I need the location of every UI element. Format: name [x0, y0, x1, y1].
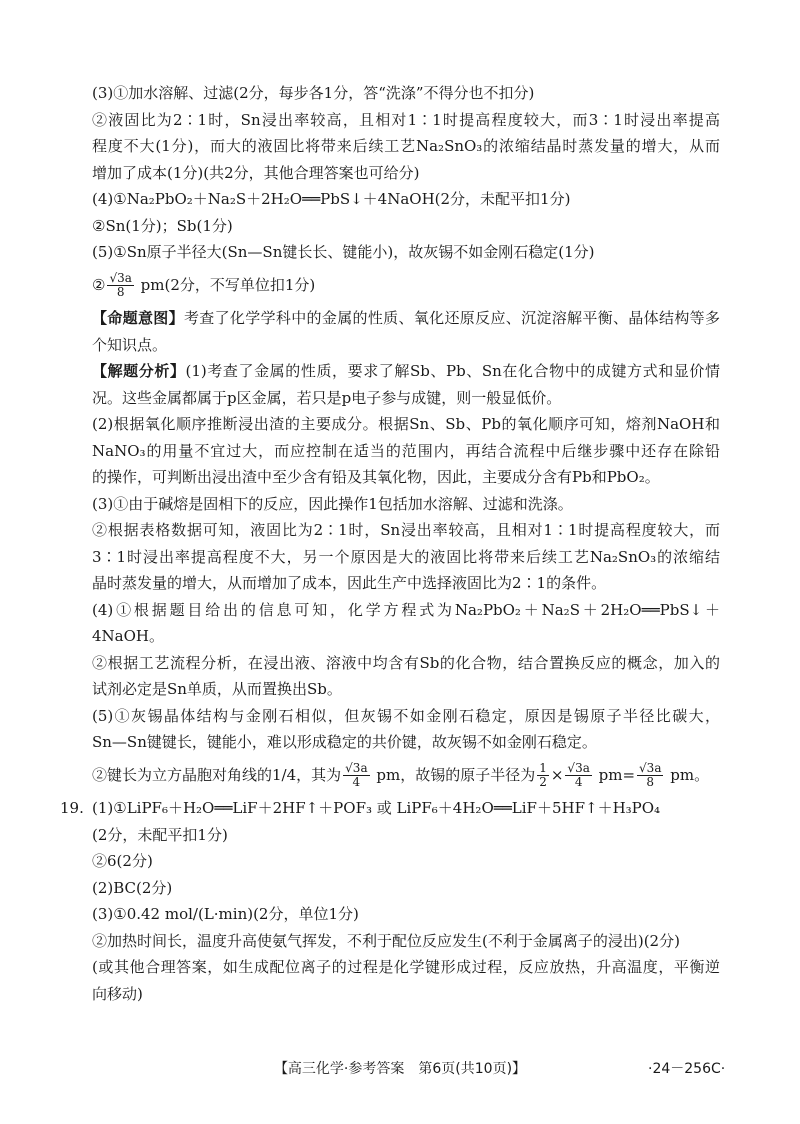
q19-line-2: (2分，未配平扣1分) — [92, 825, 228, 844]
fraction-one-half — [537, 762, 549, 789]
answer-line-3-2a: ②液固比为2∶1时，Sn浸出率较高，且相对1∶1时提高程度较大，而3∶1时浸出率提高 — [92, 110, 720, 129]
fraction-numerator: √3a — [109, 271, 132, 285]
analysis-line-10: (4)①根据题目给出的信息可知，化学方程式为Na₂PbO₂＋Na₂S＋2H₂O══PbS↓＋ — [92, 600, 720, 619]
q19-text-1: (1)①LiPF₆＋H₂O══LiF＋2HF↑＋POF₃ 或 LiPF₆＋4H₂O══LiF＋5HF↑＋H₃PO₄ — [92, 799, 661, 817]
analysis-line-14: (5)①灰锡晶体结构与金刚石相似，但灰锡不如金刚石稳定，原因是锡原子半径比碳大， — [92, 706, 720, 725]
fraction-root3a-over-8-b — [637, 762, 663, 789]
analysis-line-15: Sn—Sn键键长，键能小，难以形成稳定的共价键，故灰锡不如金刚石稳定。 — [92, 733, 597, 751]
fraction-numerator: √3a — [639, 761, 662, 775]
analysis-line-11: 4NaOH。 — [92, 627, 164, 645]
bond-mid-1: pm，故锡的原子半径为 — [371, 765, 536, 784]
fraction-denominator: 2 — [539, 775, 547, 789]
fraction-denominator: 8 — [646, 775, 655, 789]
fraction-denominator: 8 — [116, 285, 125, 299]
q19-line-6: ②加热时间长，温度升高使氨气挥发，不利于配位反应发生(不利于金属离子的浸出)(2分) — [92, 931, 680, 950]
bond-length-line — [92, 762, 720, 790]
analysis-line-13: 试剂必定是Sn单质，从而置换出Sb。 — [92, 680, 342, 698]
analysis-line-7: ②根据表格数据可知，液固比为2∶1时，Sn浸出率较高，且相对1∶1时提高程度较大，而 — [92, 521, 720, 539]
analysis-line-2: 况。这些金属都属于p区金属，若只是p电子参与成键，则一般显低价。 — [92, 388, 562, 407]
answer-line-4-1: (4)①Na₂PbO₂＋Na₂S＋2H₂O══PbS↓＋4NaOH(2分，未配平扣1分) — [92, 190, 571, 208]
answer-line-3-1: (3)①加水溶解、过滤(2分，每步各1分，答“洗涤”不得分也不扣分) — [92, 84, 535, 102]
times-sign: × — [550, 765, 564, 784]
fraction-denominator: 4 — [574, 775, 583, 789]
question-number: 19. — [60, 799, 84, 817]
answer-line-3-2c: 增加了成本(1分)(共2分，其他合理答案也可给分) — [92, 163, 420, 182]
answer-line-4-2: ②Sn(1分)；Sb(1分) — [92, 216, 233, 235]
footer-title: 【高三化学·参考答案 第6页(共10页)】 — [273, 1061, 527, 1077]
answer-line-3-2b: 程度不大(1分)，而大的液固比将带来后续工艺Na₂SnO₃的浓缩结晶时蒸发量的增大，从而 — [92, 137, 720, 155]
analysis-line-12: ②根据工艺流程分析，在浸出液、溶液中均含有Sb的化合物，结合置换反应的概念，加入的 — [92, 653, 720, 672]
analysis-line-3: (2)根据氧化顺序推断浸出渣的主要成分。根据Sn、Sb、Pb的氧化顺序可知，熔剂NaOH和 — [92, 415, 720, 433]
fraction-root3a-over-4 — [343, 762, 369, 789]
fraction-root3a-over-8 — [107, 272, 133, 299]
footer-code: ·24－256C· — [648, 1061, 726, 1077]
analysis-line-4: NaNO₃的用量不宜过大，而应控制在适当的范围内，再结合流程中后继步骤中还存在除铅 — [92, 441, 720, 460]
intent-label: 【命题意图】 — [92, 309, 184, 327]
q19-line-4: (2)BC(2分) — [92, 878, 173, 897]
analysis-line-1 — [92, 358, 720, 385]
q19-line-3: ②6(2分) — [92, 852, 153, 870]
analysis-line-5: 的操作，可判断出浸出渣中至少含有铅及其氧化物，因此，主要成分含有Pb和PbO₂。 — [92, 468, 660, 486]
q19-line-1 — [60, 795, 720, 822]
bond-mid-2: pm= — [593, 765, 636, 784]
analysis-text-1: (1)考查了金属的性质，要求了解Sb、Pb、Sn在化合物中的成键方式和显价情 — [185, 362, 720, 380]
q19-line-8: 向移动) — [92, 984, 143, 1003]
fraction-denominator: 4 — [352, 775, 361, 789]
intent-line-2: 个知识点。 — [92, 335, 168, 354]
frac-line-suffix: pm(2分，不写单位扣1分) — [135, 275, 316, 294]
frac-line-prefix: ② — [92, 275, 106, 294]
answer-line-5-1: (5)①Sn原子半径大(Sn—Sn键长长、键能小)，故灰锡不如金刚石稳定(1分) — [92, 243, 595, 261]
analysis-line-8: 3∶1时浸出率提高程度不大，另一个原因是大的液固比将带来后续工艺Na₂SnO₃的浓缩结 — [92, 547, 720, 566]
intent-line-1 — [92, 305, 720, 332]
fraction-numerator: √3a — [345, 761, 368, 775]
bond-prefix: ②键长为立方晶胞对角线的1/4，其为 — [92, 765, 342, 784]
analysis-line-9: 晶时蒸发量的增大，从而增加了成本，因此生产中选择液固比为2∶1的条件。 — [92, 574, 607, 592]
answer-line-5-2 — [92, 272, 720, 300]
analysis-line-6: (3)①由于碱熔是固相下的反应，因此操作1包括加水溶解、过滤和洗涤。 — [92, 494, 573, 513]
intent-text-1: 考查了化学学科中的金属的性质、氧化还原反应、沉淀溶解平衡、晶体结构等多 — [183, 309, 720, 327]
fraction-root3a-over-4-b — [565, 762, 591, 789]
fraction-numerator: 1 — [539, 761, 547, 775]
bond-suffix: pm。 — [665, 765, 710, 784]
q19-line-7: (或其他合理答案，如生成配位离子的过程是化学键形成过程，反应放热，升高温度，平衡逆 — [92, 958, 720, 976]
q19-line-5: (3)①0.42 mol/(L·min)(2分，单位1分) — [92, 905, 359, 923]
fraction-numerator: √3a — [567, 761, 590, 775]
analysis-label: 【解题分析】 — [92, 362, 186, 380]
answer-content — [60, 80, 720, 1007]
